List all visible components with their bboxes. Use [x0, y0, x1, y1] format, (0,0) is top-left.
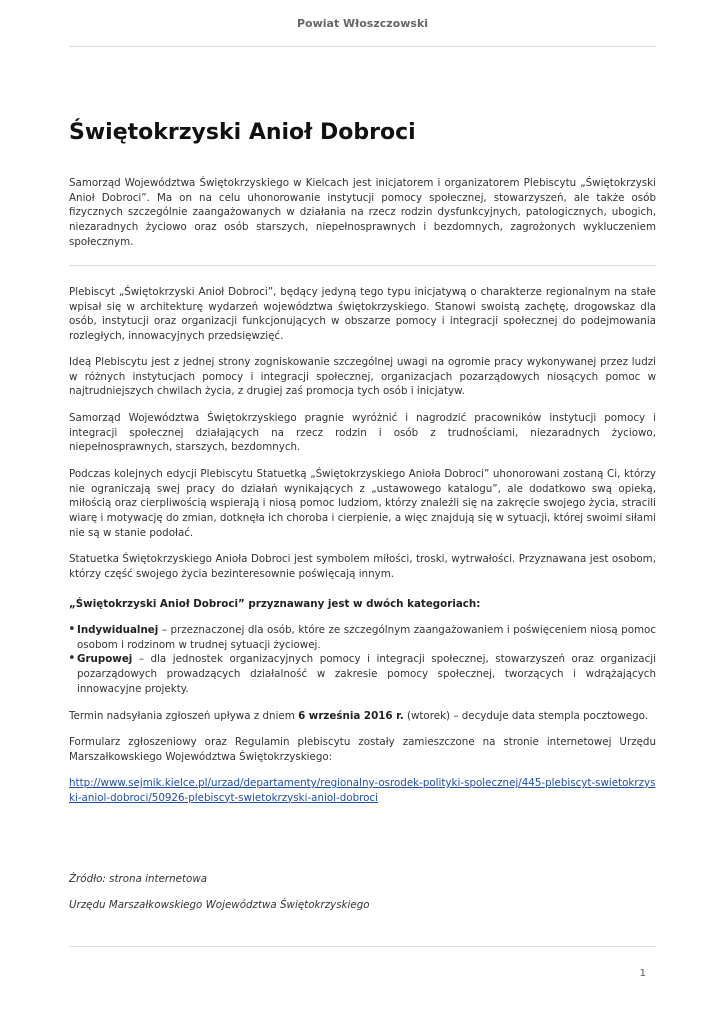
site-name: Powiat Włoszczowski: [296, 17, 429, 30]
deadline-paragraph: [69, 709, 656, 724]
categories-list: [69, 623, 656, 697]
category-item: [69, 652, 656, 696]
categories-heading-text: „Świętokrzyski Anioł Dobroci” przyznawany jest w dwóch kategoriach:: [69, 598, 481, 610]
category-desc: – przeznaczonej dla osób, które ze szczególnym zaangażowaniem i poświęceniem niosą pomoc osobom i rodzinom w trudnej sytuacji życiowej.: [77, 624, 656, 651]
forms-paragraph: Formularz zgłoszeniowy oraz Regulamin plebiscytu zostały zamieszczone na stronie internetowej Urzędu Marszałkowskiego Województwa Świętokrzyskiego:: [69, 736, 656, 763]
page-number: 1: [639, 968, 646, 979]
category-name: Grupowej: [77, 653, 133, 666]
category-desc: – dla jednostek organizacyjnych pomocy i integracji społecznej, stowarzyszeń oraz organizacji pozarządowych prowadzących działalność w zakresie pomocy społecznej, tworzących i wdrążających innowacyjne projekty.: [77, 653, 656, 695]
paragraph-2: Ideą Plebiscytu jest z jednej strony zogniskowanie szczególnej uwagi na ogromie pracy wykonywanej przez ludzi w różnych instytucjach pomocy i integracji społecznej, organizacjach pozarządowych niosących pomoc w najtrudniejszych chwilach życia, z drugiej zaś promocja tych osób i inicjatyw.: [69, 356, 656, 398]
article-title: Świętokrzyski Anioł Dobroci: [69, 120, 416, 145]
source-line-1: Źródło: strona internetowa: [69, 873, 208, 885]
header-divider: [69, 46, 656, 47]
paragraph-3: Samorząd Województwa Świętokrzyskiego pragnie wyróżnić i nagrodzić pracowników instytucji pomocy i integracji społecznej działających na rzecz rodzin i osób z trudnościami, niezaradnych życiowo, niepełnosprawnych, starszych, bezdomnych.: [69, 412, 656, 454]
paragraph-5: Statuetka Świętokrzyskiego Anioła Dobroci jest symbolem miłości, troski, wytrwałości. Przyznawana jest osobom, którzy część swojego życia bezinteresownie poświęcają innym.: [69, 553, 656, 580]
footer-divider: [69, 946, 656, 947]
deadline-date: 6 września 2016 r.: [298, 710, 404, 722]
paragraph-4: Podczas kolejnych edycji Plebiscytu Statuetką „Świętokrzyskiego Anioła Dobroci” uhonorowani zostaną Ci, którzy nie ograniczają swej pracy do działań wynikających z „ustawowego katalogu”, ale dodatkowo swą opieką, miłością oraz cierpliwością wspierają i niosą pomoc ludziom, którzy znaleźli się na zakręcie swojego życia, stracili wiarę i motywację do zmian, dotknęła ich choroba i cierpienie, a więc znajdują się w sytuacji, której swoimi siłami nie są w stanie podołać.: [69, 468, 656, 539]
regulations-link[interactable]: http://www.sejmik.kielce.pl/urzad/departamenty/regionalny-osrodek-polityki-spolecznej/445-plebiscyt-swietokrzyski-aniol-dobroci/50926-plebiscyt-swietokrzyski-aniol-dobroci: [69, 777, 656, 804]
category-item: [69, 623, 656, 652]
categories-heading: [69, 597, 656, 612]
deadline-suffix: (wtorek) – decyduje data stempla pocztowego.: [403, 710, 649, 722]
paragraph-1: Plebiscyt „Świętokrzyski Anioł Dobroci”, będący jedyną tego typu inicjatywą o charakterze regionalnym na stałe wpisał się w architekturę wydarzeń województwa świętokrzyskiego. Stanowi swoistą zachętę, drogowskaz dla osób, instytucji oraz organizacji funkcjonujących w obszarze pomocy i integracji społecznej do podejmowania rozległych, innowacyjnych przedsięwzięć.: [69, 286, 656, 343]
lead-divider: [69, 265, 656, 266]
deadline-prefix: Termin nadsyłania zgłoszeń upływa z dniem: [69, 710, 299, 722]
source-line-2: Urzędu Marszałkowskiego Województwa Świętokrzyskiego: [69, 899, 370, 911]
link-paragraph: [69, 776, 656, 805]
category-name: Indywidualnej: [77, 624, 159, 636]
lead-paragraph: Samorząd Województwa Świętokrzyskiego w Kielcach jest inicjatorem i organizatorem Plebiscytu „Świętokrzyski Anioł Dobroci”. Ma on na celu uhonorowanie instytucji pomocy społecznej, stowarzyszeń, ale także osób fizycznych szczególnie zaangażowanych w działania na rzecz rodzin dysfunkcyjnych, patologicznych, ubogich, niezaradnych życiowo oraz osób starszych, niepełnosprawnych i bezdomnych, zagrożonych wykluczeniem społecznym.: [69, 177, 656, 248]
